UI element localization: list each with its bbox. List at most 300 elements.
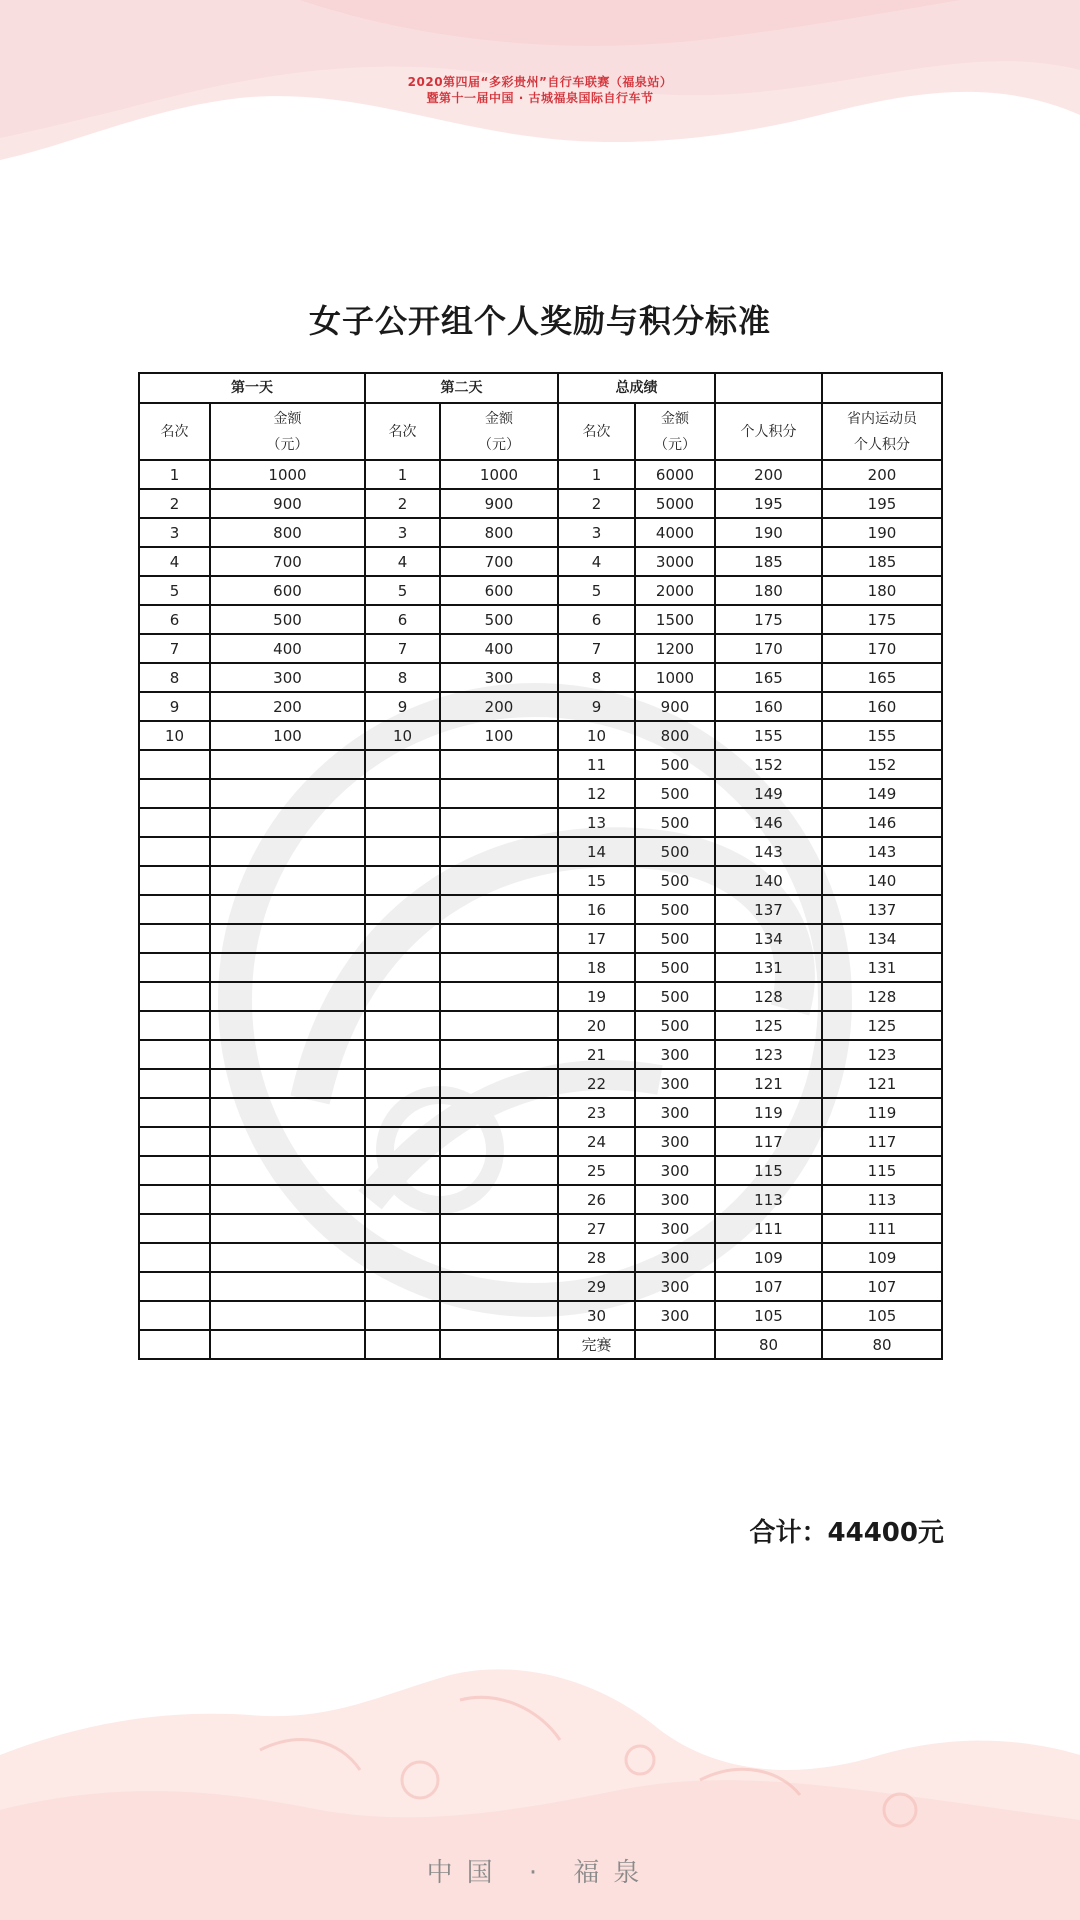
cell-amount-day1 (210, 1098, 365, 1127)
cell-amount-overall: 2000 (635, 576, 715, 605)
cell-rank-day2: 2 (365, 489, 440, 518)
cell-provincial-points: 131 (822, 953, 942, 982)
cell-provincial-points: 170 (822, 634, 942, 663)
cell-amount-overall: 300 (635, 1040, 715, 1069)
table-row (139, 1156, 942, 1185)
cell-points: 113 (715, 1185, 822, 1214)
cell-amount-overall: 500 (635, 895, 715, 924)
cell-rank-day2 (365, 1069, 440, 1098)
cell-rank-overall: 20 (558, 1011, 635, 1040)
cell-points: 195 (715, 489, 822, 518)
cell-amount-day2 (440, 1127, 558, 1156)
cell-rank-day1 (139, 1185, 210, 1214)
cell-rank-day2: 8 (365, 663, 440, 692)
cell-amount-day2 (440, 1272, 558, 1301)
cell-amount-day1 (210, 1330, 365, 1359)
cell-amount-day1: 100 (210, 721, 365, 750)
cell-rank-day1 (139, 1330, 210, 1359)
cell-rank-day2 (365, 779, 440, 808)
cell-provincial-points: 200 (822, 460, 942, 489)
cell-rank-overall: 30 (558, 1301, 635, 1330)
cell-rank-day1: 8 (139, 663, 210, 692)
cell-rank-day2 (365, 895, 440, 924)
col-amount-label: 金额 (485, 410, 513, 427)
cell-points: 115 (715, 1156, 822, 1185)
cell-rank-day2: 5 (365, 576, 440, 605)
cell-provincial-points: 160 (822, 692, 942, 721)
col-prov-label-2: 个人积分 (854, 436, 910, 453)
cell-amount-day1 (210, 1011, 365, 1040)
cell-rank-day1 (139, 1040, 210, 1069)
col-prov-label-1: 省内运动员 (847, 410, 917, 427)
cell-amount-day2 (440, 808, 558, 837)
cell-amount-day2 (440, 750, 558, 779)
cell-points: 175 (715, 605, 822, 634)
cell-amount-overall: 3000 (635, 547, 715, 576)
cell-amount-overall: 500 (635, 779, 715, 808)
cell-amount-day1: 1000 (210, 460, 365, 489)
cell-amount-day2 (440, 1011, 558, 1040)
cell-points: 109 (715, 1243, 822, 1272)
cell-provincial-points: 80 (822, 1330, 942, 1359)
col-amount-label: 金额 (661, 410, 689, 427)
cell-amount-overall: 300 (635, 1127, 715, 1156)
cell-amount-day1 (210, 837, 365, 866)
cell-points: 200 (715, 460, 822, 489)
col-rank-day2: 名次 (365, 403, 440, 460)
cell-amount-day2 (440, 924, 558, 953)
cell-amount-day2: 300 (440, 663, 558, 692)
cell-rank-day1: 3 (139, 518, 210, 547)
cell-rank-overall: 21 (558, 1040, 635, 1069)
total-amount: 合计：44400元 (749, 1518, 944, 1548)
cell-points: 107 (715, 1272, 822, 1301)
event-name-line-1: 2020第四届“多彩贵州”自行车联赛（福泉站） (407, 75, 673, 89)
cell-points: 123 (715, 1040, 822, 1069)
cell-rank-day2: 6 (365, 605, 440, 634)
cell-provincial-points: 117 (822, 1127, 942, 1156)
cell-amount-day1 (210, 1185, 365, 1214)
cell-points: 125 (715, 1011, 822, 1040)
cell-amount-overall: 1500 (635, 605, 715, 634)
cell-rank-overall: 7 (558, 634, 635, 663)
group-overall-header: 总成绩 (558, 373, 715, 403)
cell-points: 149 (715, 779, 822, 808)
cell-rank-day2: 10 (365, 721, 440, 750)
cell-rank-day1 (139, 1156, 210, 1185)
cell-points: 180 (715, 576, 822, 605)
cell-rank-overall: 29 (558, 1272, 635, 1301)
cell-rank-day2 (365, 1301, 440, 1330)
table-row (139, 721, 942, 750)
cell-rank-day1 (139, 750, 210, 779)
group-day1-header: 第一天 (139, 373, 365, 403)
table-row (139, 808, 942, 837)
cell-provincial-points: 107 (822, 1272, 942, 1301)
cell-rank-day2: 3 (365, 518, 440, 547)
cell-provincial-points: 137 (822, 895, 942, 924)
cell-amount-overall: 500 (635, 866, 715, 895)
cell-rank-day1 (139, 1243, 210, 1272)
cell-amount-overall: 800 (635, 721, 715, 750)
group-day2-header: 第二天 (365, 373, 558, 403)
table-row (139, 489, 942, 518)
cell-rank-day2 (365, 982, 440, 1011)
cell-provincial-points: 105 (822, 1301, 942, 1330)
cell-points: 134 (715, 924, 822, 953)
cell-rank-overall: 22 (558, 1069, 635, 1098)
cell-rank-overall: 26 (558, 1185, 635, 1214)
cell-rank-day1 (139, 982, 210, 1011)
col-amount-day2 (440, 403, 558, 460)
group-empty-header (715, 373, 822, 403)
cell-amount-overall: 500 (635, 808, 715, 837)
cell-rank-day2 (365, 1156, 440, 1185)
cell-amount-overall: 300 (635, 1243, 715, 1272)
cell-provincial-points: 125 (822, 1011, 942, 1040)
cell-rank-day2 (365, 1214, 440, 1243)
cell-rank-overall: 14 (558, 837, 635, 866)
cell-amount-overall: 300 (635, 1156, 715, 1185)
cell-provincial-points: 140 (822, 866, 942, 895)
cell-rank-day1: 1 (139, 460, 210, 489)
cell-rank-overall: 8 (558, 663, 635, 692)
cell-amount-overall: 6000 (635, 460, 715, 489)
cell-amount-day1 (210, 953, 365, 982)
cell-rank-day1: 10 (139, 721, 210, 750)
cell-rank-overall: 4 (558, 547, 635, 576)
cell-rank-day1: 9 (139, 692, 210, 721)
cell-rank-overall: 17 (558, 924, 635, 953)
cell-amount-day2: 800 (440, 518, 558, 547)
cell-amount-overall: 500 (635, 1011, 715, 1040)
cell-rank-overall: 5 (558, 576, 635, 605)
cell-amount-day2: 900 (440, 489, 558, 518)
cell-rank-day1: 2 (139, 489, 210, 518)
cell-amount-day1: 400 (210, 634, 365, 663)
cell-provincial-points: 123 (822, 1040, 942, 1069)
col-rank-day1: 名次 (139, 403, 210, 460)
cell-rank-day1 (139, 924, 210, 953)
cell-amount-day1 (210, 750, 365, 779)
table-row (139, 1185, 942, 1214)
table-row (139, 982, 942, 1011)
cell-points: 170 (715, 634, 822, 663)
cell-rank-day2 (365, 1011, 440, 1040)
table-row (139, 634, 942, 663)
table-row (139, 953, 942, 982)
table-row (139, 837, 942, 866)
cell-rank-day2 (365, 837, 440, 866)
table-row (139, 1301, 942, 1330)
cell-rank-day1 (139, 895, 210, 924)
event-name-line-2: 暨第十一届中国 · 古城福泉国际自行车节 (426, 91, 654, 105)
cell-rank-day2 (365, 1098, 440, 1127)
cell-rank-overall: 9 (558, 692, 635, 721)
table-row (139, 779, 942, 808)
cell-points: 146 (715, 808, 822, 837)
cell-rank-day2 (365, 1243, 440, 1272)
cell-amount-day1 (210, 1127, 365, 1156)
cell-amount-day1 (210, 895, 365, 924)
cell-provincial-points: 119 (822, 1098, 942, 1127)
cell-rank-overall: 3 (558, 518, 635, 547)
cell-rank-day1 (139, 1272, 210, 1301)
cell-amount-day1 (210, 1301, 365, 1330)
cell-points: 105 (715, 1301, 822, 1330)
cell-points: 128 (715, 982, 822, 1011)
cell-rank-day2 (365, 866, 440, 895)
cell-provincial-points: 185 (822, 547, 942, 576)
cell-rank-day2 (365, 1040, 440, 1069)
cell-rank-overall: 10 (558, 721, 635, 750)
cell-amount-day2 (440, 1069, 558, 1098)
cell-rank-overall: 12 (558, 779, 635, 808)
cell-amount-day2: 200 (440, 692, 558, 721)
cell-rank-overall: 13 (558, 808, 635, 837)
table-row (139, 1243, 942, 1272)
cell-amount-day2 (440, 779, 558, 808)
cell-amount-overall: 300 (635, 1214, 715, 1243)
cell-rank-day1 (139, 866, 210, 895)
cell-amount-overall: 500 (635, 953, 715, 982)
cell-amount-day1 (210, 1214, 365, 1243)
table-row (139, 518, 942, 547)
cell-provincial-points: 155 (822, 721, 942, 750)
cell-points: 185 (715, 547, 822, 576)
cell-rank-day2 (365, 924, 440, 953)
cell-rank-overall: 27 (558, 1214, 635, 1243)
cell-amount-overall: 4000 (635, 518, 715, 547)
cell-rank-day1 (139, 1069, 210, 1098)
table-row (139, 924, 942, 953)
col-amount-unit: （元） (266, 436, 309, 453)
table-row (139, 895, 942, 924)
cell-amount-day2 (440, 1156, 558, 1185)
cell-rank-overall: 28 (558, 1243, 635, 1272)
col-amount-label: 金额 (273, 410, 302, 427)
cell-rank-overall: 11 (558, 750, 635, 779)
cell-provincial-points: 165 (822, 663, 942, 692)
cell-provincial-points: 152 (822, 750, 942, 779)
cell-amount-day2: 700 (440, 547, 558, 576)
cell-amount-day1 (210, 779, 365, 808)
cell-rank-day1 (139, 837, 210, 866)
group-empty-header (822, 373, 942, 403)
cell-amount-day1 (210, 1243, 365, 1272)
cell-points: 152 (715, 750, 822, 779)
table-row (139, 1011, 942, 1040)
cell-rank-day2: 4 (365, 547, 440, 576)
cell-rank-day2: 9 (365, 692, 440, 721)
cell-rank-overall: 6 (558, 605, 635, 634)
cell-provincial-points: 111 (822, 1214, 942, 1243)
group-header-row (139, 373, 942, 403)
cell-provincial-points: 128 (822, 982, 942, 1011)
cell-amount-day2 (440, 1185, 558, 1214)
cell-points: 190 (715, 518, 822, 547)
cell-amount-overall: 1200 (635, 634, 715, 663)
cell-provincial-points: 195 (822, 489, 942, 518)
cell-provincial-points: 175 (822, 605, 942, 634)
cell-rank-overall: 24 (558, 1127, 635, 1156)
cell-amount-day2 (440, 1098, 558, 1127)
cell-amount-day1 (210, 1156, 365, 1185)
prize-points-table (138, 372, 943, 1360)
cell-amount-day1 (210, 808, 365, 837)
cell-rank-day1: 4 (139, 547, 210, 576)
cell-amount-day2: 500 (440, 605, 558, 634)
table-row (139, 1214, 942, 1243)
cell-rank-day2 (365, 1127, 440, 1156)
cell-rank-day2 (365, 1185, 440, 1214)
table-row (139, 1098, 942, 1127)
table-row (139, 576, 942, 605)
cell-amount-overall: 500 (635, 982, 715, 1011)
cell-rank-overall: 25 (558, 1156, 635, 1185)
cell-rank-day2 (365, 1272, 440, 1301)
col-amount-unit: （元） (478, 436, 520, 453)
cell-amount-day1 (210, 866, 365, 895)
table-row (139, 1069, 942, 1098)
table-body (139, 460, 942, 1359)
cell-rank-overall: 15 (558, 866, 635, 895)
cell-amount-day1 (210, 924, 365, 953)
cell-amount-day2 (440, 953, 558, 982)
cell-amount-day1: 300 (210, 663, 365, 692)
cell-provincial-points: 109 (822, 1243, 942, 1272)
cell-amount-day2 (440, 982, 558, 1011)
cell-rank-day2: 1 (365, 460, 440, 489)
cell-rank-day1 (139, 808, 210, 837)
cell-amount-overall: 500 (635, 837, 715, 866)
cell-rank-day2: 7 (365, 634, 440, 663)
table-row (139, 460, 942, 489)
cell-rank-day2 (365, 750, 440, 779)
cell-points: 117 (715, 1127, 822, 1156)
cell-amount-day1 (210, 982, 365, 1011)
cell-amount-day1 (210, 1069, 365, 1098)
cell-rank-day2 (365, 1330, 440, 1359)
cell-rank-overall: 23 (558, 1098, 635, 1127)
cell-amount-day1: 800 (210, 518, 365, 547)
cell-provincial-points: 146 (822, 808, 942, 837)
cell-points: 143 (715, 837, 822, 866)
cell-amount-overall: 5000 (635, 489, 715, 518)
cell-points: 111 (715, 1214, 822, 1243)
cell-points: 165 (715, 663, 822, 692)
cell-points: 140 (715, 866, 822, 895)
cell-amount-overall: 300 (635, 1185, 715, 1214)
cell-amount-day2 (440, 1330, 558, 1359)
cell-amount-overall: 500 (635, 750, 715, 779)
cell-points: 131 (715, 953, 822, 982)
table-row (139, 750, 942, 779)
cell-provincial-points: 143 (822, 837, 942, 866)
cell-points: 80 (715, 1330, 822, 1359)
col-amount-day1 (210, 403, 365, 460)
table-row (139, 547, 942, 576)
cell-amount-overall (635, 1330, 715, 1359)
cell-amount-day1: 900 (210, 489, 365, 518)
cell-rank-overall: 完赛 (558, 1330, 635, 1359)
col-points: 个人积分 (715, 403, 822, 460)
cell-points: 121 (715, 1069, 822, 1098)
cell-provincial-points: 180 (822, 576, 942, 605)
cell-amount-day1: 200 (210, 692, 365, 721)
cell-amount-day2 (440, 837, 558, 866)
cell-rank-day1 (139, 1301, 210, 1330)
cell-rank-day1 (139, 1127, 210, 1156)
cell-rank-overall: 19 (558, 982, 635, 1011)
cell-amount-day1: 700 (210, 547, 365, 576)
cell-points: 155 (715, 721, 822, 750)
cell-amount-day1: 600 (210, 576, 365, 605)
cell-amount-overall: 300 (635, 1069, 715, 1098)
page-title: 女子公开组个人奖励与积分标准 (308, 302, 771, 340)
cell-amount-day1: 500 (210, 605, 365, 634)
cell-rank-overall: 18 (558, 953, 635, 982)
cell-rank-day1: 5 (139, 576, 210, 605)
cell-amount-day1 (210, 1272, 365, 1301)
cell-rank-overall: 1 (558, 460, 635, 489)
cell-rank-day1 (139, 1214, 210, 1243)
cell-rank-day1 (139, 779, 210, 808)
cell-amount-overall: 500 (635, 924, 715, 953)
cell-provincial-points: 115 (822, 1156, 942, 1185)
cell-rank-day1 (139, 953, 210, 982)
cell-points: 137 (715, 895, 822, 924)
cell-amount-overall: 1000 (635, 663, 715, 692)
cell-provincial-points: 134 (822, 924, 942, 953)
cell-rank-day2 (365, 808, 440, 837)
cell-rank-overall: 2 (558, 489, 635, 518)
col-amount-unit: （元） (654, 436, 696, 453)
cell-amount-overall: 300 (635, 1098, 715, 1127)
cell-amount-day2: 400 (440, 634, 558, 663)
cell-amount-day2: 600 (440, 576, 558, 605)
cell-rank-day1 (139, 1098, 210, 1127)
table-row (139, 605, 942, 634)
cell-amount-day2 (440, 895, 558, 924)
cell-amount-day2 (440, 1040, 558, 1069)
cell-rank-day2 (365, 953, 440, 982)
cell-amount-overall: 300 (635, 1301, 715, 1330)
cell-amount-day2 (440, 866, 558, 895)
cell-provincial-points: 149 (822, 779, 942, 808)
table-row (139, 866, 942, 895)
cell-amount-day2: 100 (440, 721, 558, 750)
cell-provincial-points: 113 (822, 1185, 942, 1214)
footer-location: 中国 · 福泉 (426, 1858, 654, 1888)
cell-amount-overall: 300 (635, 1272, 715, 1301)
cell-amount-day1 (210, 1040, 365, 1069)
cell-rank-day1 (139, 1011, 210, 1040)
table-row (139, 692, 942, 721)
cell-rank-day1: 7 (139, 634, 210, 663)
col-amount-overall (635, 403, 715, 460)
table-row (139, 1330, 942, 1359)
cell-amount-day2 (440, 1243, 558, 1272)
cell-points: 160 (715, 692, 822, 721)
table-row (139, 1272, 942, 1301)
col-rank-overall: 名次 (558, 403, 635, 460)
col-provincial-points (822, 403, 942, 460)
table-row (139, 1127, 942, 1156)
cell-rank-overall: 16 (558, 895, 635, 924)
cell-amount-day2: 1000 (440, 460, 558, 489)
cell-provincial-points: 190 (822, 518, 942, 547)
